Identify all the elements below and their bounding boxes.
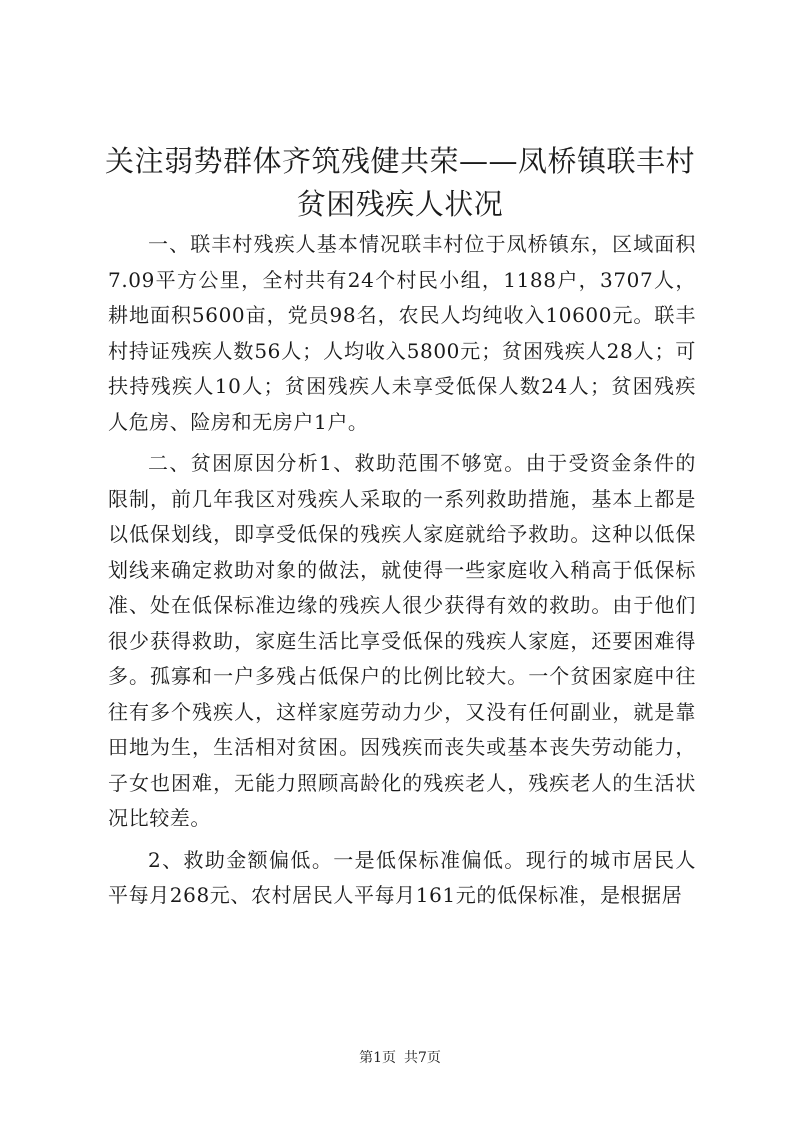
- paragraph-poverty-causes: 二、贫困原因分析1、救助范围不够宽。由于受资金条件的限制，前几年我区对残疾人采取的一系列救助措施，基本上都是以低保划线，即享受低保的残疾人家庭就给予救助。这种以低保划线来确定救助对象的做法，就使得一些家庭收入稍高于低保标准、处在低保标准边缘的残疾人很少获得有效的救助。由于他们很少获得救助，家庭生活比享受低保的残疾人家庭，还要困难得多。孤寡和一户多残占低保户的比例比较大。一个贫困家庭中往往有多个残疾人，这样家庭劳动力少，又没有任何副业，就是靠田地为生，生活相对贫困。因残疾而丧失或基本丧失劳动能力，子女也困难，无能力照顾高龄化的残疾老人，残疾老人的生活状况比较差。: [108, 451, 696, 830]
- page-footer: [0, 1047, 800, 1067]
- title-line-1: 关注弱势群体齐筑残健共荣——凤桥镇联丰村: [104, 144, 695, 178]
- document-title: [100, 140, 700, 226]
- title-line-2: 贫困残疾人状况: [296, 187, 504, 221]
- page-number: 第1页: [359, 1050, 396, 1066]
- paragraph-aid-amount: 2、救助金额偏低。一是低保标准偏低。现行的城市居民人平每月268元、农村居民人平每月161元的低保标准，是根据居: [108, 847, 696, 907]
- page-total: 共7页: [404, 1050, 441, 1066]
- document-body: [108, 227, 696, 920]
- paragraph-basic-info: 一、联丰村残疾人基本情况联丰村位于凤桥镇东，区域面积7.09平方公里，全村共有24个村民小组，1188户，3707人，耕地面积5600亩，党员98名，农民人均纯收入10600元。联丰村持证残疾人数56人；人均收入5800元；贫困残疾人28人；可扶持残疾人10人；贫困残疾人未享受低保人数24人；贫困残疾人危房、险房和无房户1户。: [108, 232, 696, 434]
